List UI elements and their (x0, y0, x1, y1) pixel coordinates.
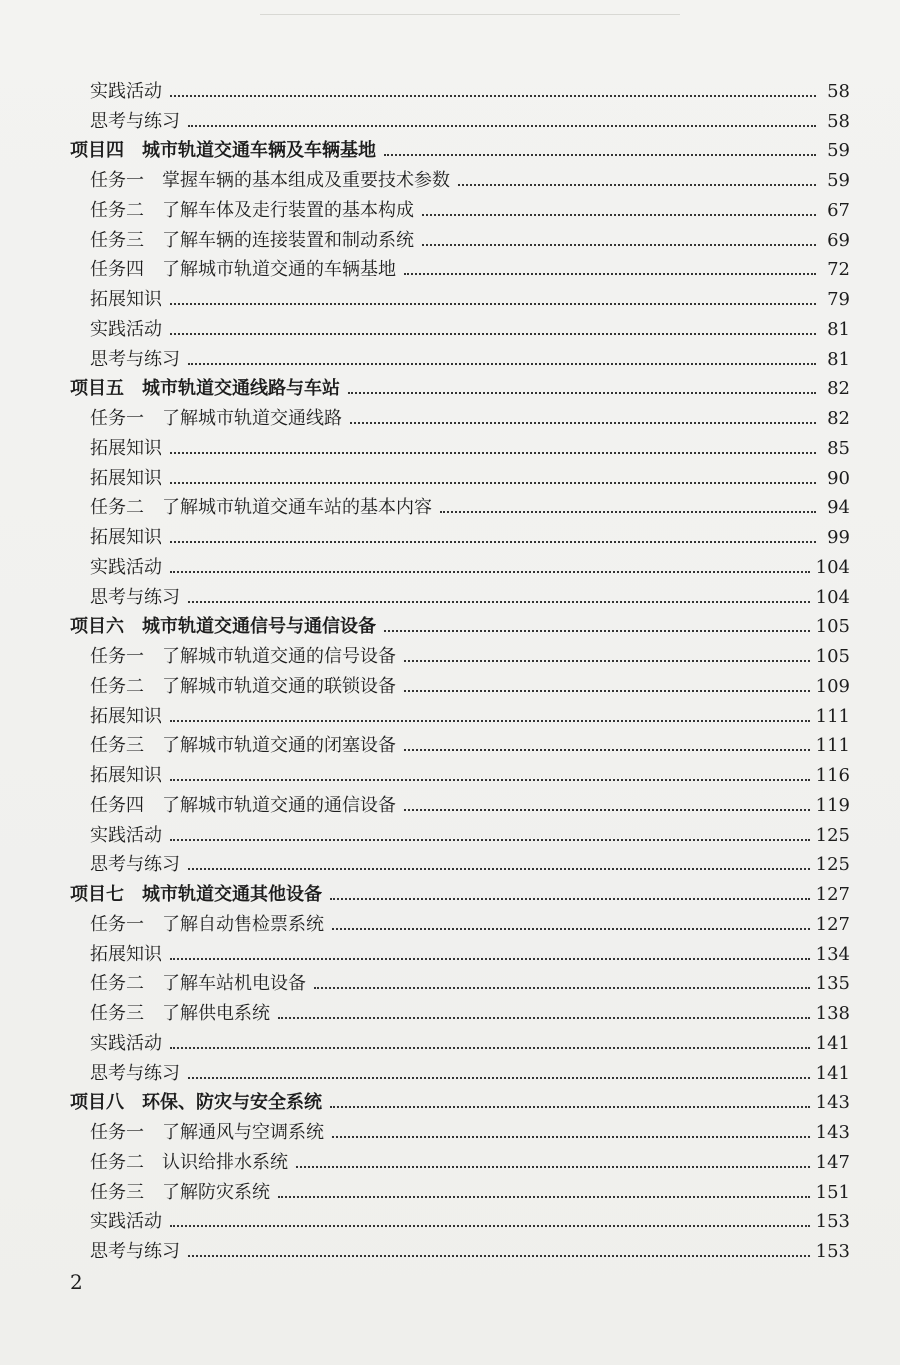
dot-leader (170, 1047, 810, 1049)
toc-entry (70, 162, 850, 192)
toc-entry-label (90, 1003, 270, 1025)
dot-leader (170, 1225, 810, 1227)
toc-entry-page: 85 (827, 437, 850, 459)
toc-entry-label (90, 1033, 162, 1055)
toc-entry-title: 了解通风与空调系统 (162, 1122, 324, 1143)
toc-entry-title: 拓展知识 (90, 289, 162, 310)
toc-entry (70, 1025, 850, 1055)
toc-entry-number: 任务三 (90, 735, 144, 757)
toc-entry-title: 城市轨道交通其他设备 (142, 884, 322, 905)
dot-leader (188, 125, 816, 127)
toc-entry (70, 311, 850, 341)
toc-entry-page: 90 (827, 467, 850, 489)
toc-entry-page: 79 (827, 289, 850, 310)
toc-entry-label (70, 1092, 322, 1114)
toc-entry-page: 134 (815, 943, 850, 965)
toc-entry-title: 拓展知识 (90, 527, 162, 548)
dot-leader (422, 214, 816, 216)
toc-entry-label (90, 795, 396, 817)
toc-entry-number: 任务一 (90, 913, 144, 935)
toc-entry-label (90, 408, 342, 430)
toc-entry-page: 58 (827, 110, 850, 132)
toc-entry-title: 实践活动 (90, 318, 162, 340)
toc-entry-page: 147 (815, 1151, 850, 1173)
toc-entry-label (90, 81, 162, 103)
toc-project-entry (70, 1085, 850, 1115)
dot-leader (170, 95, 816, 97)
dot-leader (330, 898, 810, 900)
toc-entry (70, 549, 850, 579)
toc-entry-label (90, 230, 414, 252)
dot-leader (188, 868, 810, 870)
toc-entry-label (90, 765, 162, 787)
toc-entry-number: 任务一 (90, 408, 144, 429)
toc-entry-label (90, 1241, 180, 1263)
toc-project-entry (70, 609, 850, 639)
toc-entry-title: 了解城市轨道交通车站的基本内容 (162, 497, 432, 519)
toc-entry-label (90, 438, 162, 460)
toc-entry-title: 拓展知识 (90, 467, 162, 489)
toc-entry-page: 81 (827, 348, 850, 370)
dot-leader (278, 1017, 810, 1019)
toc-entry-number: 项目七 (70, 884, 124, 905)
toc-entry-label (90, 973, 306, 995)
dot-leader (422, 244, 816, 246)
toc-entry-title: 城市轨道交通信号与通信设备 (142, 616, 376, 638)
toc-entry-page: 151 (815, 1181, 850, 1203)
toc-entry (70, 1204, 850, 1234)
toc-entry-label (90, 111, 180, 133)
toc-entry-number: 任务四 (90, 794, 144, 816)
toc-entry-title: 了解城市轨道交通线路 (162, 408, 342, 429)
toc-entry (70, 73, 850, 103)
toc-project-entry (70, 371, 850, 401)
toc-entry-page: 111 (815, 705, 850, 727)
toc-entry-number: 任务三 (90, 1003, 144, 1024)
toc-entry-title: 了解车站机电设备 (162, 973, 306, 995)
dot-leader (314, 987, 810, 989)
dot-leader (170, 720, 810, 722)
toc-entry-page: 105 (815, 616, 850, 638)
toc-entry (70, 519, 850, 549)
toc-entry-number: 任务一 (90, 646, 144, 667)
dot-leader (170, 779, 810, 781)
toc-entry-number: 任务二 (90, 1151, 144, 1173)
toc-entry-number: 项目五 (70, 378, 124, 400)
toc-entry-page: 58 (827, 80, 850, 102)
toc-entry-title: 城市轨道交通车辆及车辆基地 (142, 140, 376, 162)
toc-entry (70, 698, 850, 728)
toc-entry-page: 119 (815, 794, 850, 816)
toc-entry-number: 任务三 (90, 229, 144, 251)
dot-leader (384, 630, 810, 632)
toc-entry-label (90, 914, 324, 936)
dot-leader (188, 1255, 810, 1257)
toc-entry-label (70, 378, 340, 400)
header-rule (260, 14, 680, 15)
toc-entry (70, 638, 850, 668)
toc-entry-title: 认识给排水系统 (162, 1151, 288, 1173)
toc-entry-number: 任务二 (90, 675, 144, 697)
toc-entry-page: 82 (827, 408, 850, 429)
toc-entry-label (90, 200, 414, 222)
toc-entry-title: 了解城市轨道交通的车辆基地 (162, 259, 396, 281)
dot-leader (296, 1166, 810, 1168)
toc-entry (70, 400, 850, 430)
dot-leader (170, 303, 816, 305)
toc-entry-title: 思考与练习 (90, 586, 180, 608)
toc-entry-title: 思考与练习 (90, 854, 180, 876)
toc-entry-title: 思考与练习 (90, 348, 180, 370)
toc-entry-number: 任务一 (90, 170, 144, 191)
dot-leader (458, 184, 816, 186)
toc-entry (70, 430, 850, 460)
toc-entry (70, 936, 850, 966)
toc-entry-page: 104 (815, 556, 850, 578)
dot-leader (278, 1196, 810, 1198)
toc-entry-label (90, 854, 180, 876)
toc-entry-page: 59 (827, 140, 850, 162)
toc-entry (70, 847, 850, 877)
toc-entry-page: 138 (815, 1003, 850, 1024)
toc-entry (70, 906, 850, 936)
toc-entry-page: 69 (827, 229, 850, 251)
toc-entry (70, 222, 850, 252)
toc-entry (70, 757, 850, 787)
toc-entry-page: 141 (815, 1032, 850, 1054)
toc-entry-label (90, 497, 432, 519)
toc-entry-number: 任务二 (90, 973, 144, 995)
toc-entry-page: 109 (815, 675, 850, 697)
dot-leader (332, 928, 810, 930)
dot-leader (404, 749, 810, 751)
toc-entry-number: 任务二 (90, 497, 144, 519)
toc-entry-number: 任务三 (90, 1181, 144, 1203)
toc-entry-page: 135 (815, 973, 850, 995)
toc-entry-title: 拓展知识 (90, 437, 162, 459)
toc-entry (70, 192, 850, 222)
toc-entry (70, 1144, 850, 1174)
toc-entry-title: 了解供电系统 (162, 1003, 270, 1024)
toc-entry (70, 728, 850, 758)
toc-entry-label (90, 1122, 324, 1144)
toc-entry-page: 125 (815, 824, 850, 846)
toc-entry-page: 99 (827, 527, 850, 548)
toc-entry (70, 281, 850, 311)
toc-entry-title: 思考与练习 (90, 1241, 180, 1262)
toc-entry (70, 995, 850, 1025)
dot-leader (384, 154, 816, 156)
toc-entry-title: 环保、防灾与安全系统 (142, 1092, 322, 1114)
toc-entry-title: 了解车辆的连接装置和制动系统 (162, 229, 414, 251)
toc-entry-page: 67 (827, 199, 850, 221)
toc-entry-label (90, 1063, 180, 1085)
toc-entry (70, 490, 850, 520)
toc-entry (70, 1174, 850, 1204)
toc-entry-page: 59 (827, 170, 850, 191)
toc-entry-title: 拓展知识 (90, 943, 162, 965)
toc-entry-page: 94 (827, 497, 850, 519)
toc-entry-label (90, 825, 162, 847)
toc-entry-title: 实践活动 (90, 80, 162, 102)
toc-entry-label (90, 349, 180, 371)
toc-entry (70, 1055, 850, 1085)
toc-entry-label (90, 468, 162, 490)
toc-entry-page: 141 (815, 1062, 850, 1084)
toc-entry-title: 了解防灾系统 (162, 1181, 270, 1203)
dot-leader (170, 541, 816, 543)
toc-project-entry (70, 133, 850, 163)
toc-entry-label (70, 616, 376, 638)
toc-entry-title: 拓展知识 (90, 765, 162, 786)
dot-leader (404, 660, 810, 662)
toc-entry-page: 82 (827, 378, 850, 400)
toc-entry-page: 81 (827, 318, 850, 340)
toc-entry-title: 实践活动 (90, 556, 162, 578)
toc-entry (70, 1233, 850, 1263)
toc-entry-label (90, 319, 162, 341)
dot-leader (440, 511, 816, 513)
page-number: 2 (70, 1270, 83, 1294)
toc-entry-label (90, 1211, 162, 1233)
toc-entry (70, 103, 850, 133)
toc-entry-title: 了解城市轨道交通的通信设备 (162, 794, 396, 816)
toc-entry (70, 252, 850, 282)
toc-entry-title: 拓展知识 (90, 705, 162, 727)
toc-entry (70, 817, 850, 847)
dot-leader (404, 690, 810, 692)
toc-entry-page: 143 (815, 1122, 850, 1143)
toc-entry-title: 掌握车辆的基本组成及重要技术参数 (162, 170, 450, 191)
toc-entry (70, 1114, 850, 1144)
toc-entry-label (90, 587, 180, 609)
toc-entry-label (90, 1152, 288, 1174)
dot-leader (188, 1077, 810, 1079)
toc-entry-number: 任务一 (90, 1122, 144, 1143)
dot-leader (170, 482, 816, 484)
toc-entry-page: 116 (815, 765, 850, 786)
toc-entry-number: 项目四 (70, 140, 124, 162)
toc-entry (70, 579, 850, 609)
toc-entry-title: 思考与练习 (90, 110, 180, 132)
toc-entry (70, 460, 850, 490)
toc-entry-page: 127 (815, 913, 850, 935)
toc-entry-label (70, 140, 376, 162)
dot-leader (404, 273, 816, 275)
dot-leader (188, 601, 810, 603)
toc-entry-label (90, 1182, 270, 1204)
toc-entry-number: 任务四 (90, 259, 144, 281)
toc-entry-title: 实践活动 (90, 1032, 162, 1054)
dot-leader (332, 1136, 810, 1138)
toc-entry (70, 787, 850, 817)
toc-entry-label (70, 884, 322, 906)
toc-entry-label (90, 646, 396, 668)
toc-entry-title: 实践活动 (90, 1211, 162, 1233)
dot-leader (170, 571, 810, 573)
dot-leader (348, 392, 816, 394)
toc-entry (70, 668, 850, 698)
table-of-contents (70, 73, 850, 1263)
toc-entry-title: 城市轨道交通线路与车站 (142, 378, 340, 400)
toc-entry-page: 72 (827, 259, 850, 281)
toc-entry-title: 思考与练习 (90, 1062, 180, 1084)
toc-entry-label (90, 170, 450, 192)
toc-entry-label (90, 557, 162, 579)
toc-entry-page: 105 (815, 646, 850, 667)
toc-entry-title: 了解城市轨道交通的闭塞设备 (162, 735, 396, 757)
toc-entry-label (90, 527, 162, 549)
toc-entry-title: 了解城市轨道交通的联锁设备 (162, 675, 396, 697)
toc-entry-label (90, 735, 396, 757)
toc-entry-label (90, 706, 162, 728)
toc-entry-page: 153 (815, 1241, 850, 1262)
toc-entry-number: 任务二 (90, 199, 144, 221)
toc-entry-page: 104 (815, 586, 850, 608)
dot-leader (330, 1106, 810, 1108)
toc-entry-title: 了解自动售检票系统 (162, 913, 324, 935)
dot-leader (404, 809, 810, 811)
toc-entry-label (90, 259, 396, 281)
dot-leader (170, 452, 816, 454)
toc-entry-label (90, 944, 162, 966)
toc-entry-number: 项目八 (70, 1092, 124, 1114)
toc-entry-label (90, 289, 162, 311)
toc-entry-page: 125 (815, 854, 850, 876)
toc-entry (70, 966, 850, 996)
toc-entry-number: 项目六 (70, 616, 124, 638)
toc-entry-page: 127 (815, 884, 850, 905)
dot-leader (350, 422, 816, 424)
toc-entry-page: 143 (815, 1092, 850, 1114)
toc-entry-page: 111 (815, 735, 850, 757)
toc-entry (70, 341, 850, 371)
toc-entry-title: 了解车体及走行装置的基本构成 (162, 199, 414, 221)
toc-entry-title: 了解城市轨道交通的信号设备 (162, 646, 396, 667)
toc-entry-label (90, 676, 396, 698)
dot-leader (170, 333, 816, 335)
toc-entry-page: 153 (815, 1211, 850, 1233)
dot-leader (170, 839, 810, 841)
dot-leader (188, 363, 816, 365)
toc-entry-title: 实践活动 (90, 824, 162, 846)
toc-project-entry (70, 876, 850, 906)
dot-leader (170, 958, 810, 960)
